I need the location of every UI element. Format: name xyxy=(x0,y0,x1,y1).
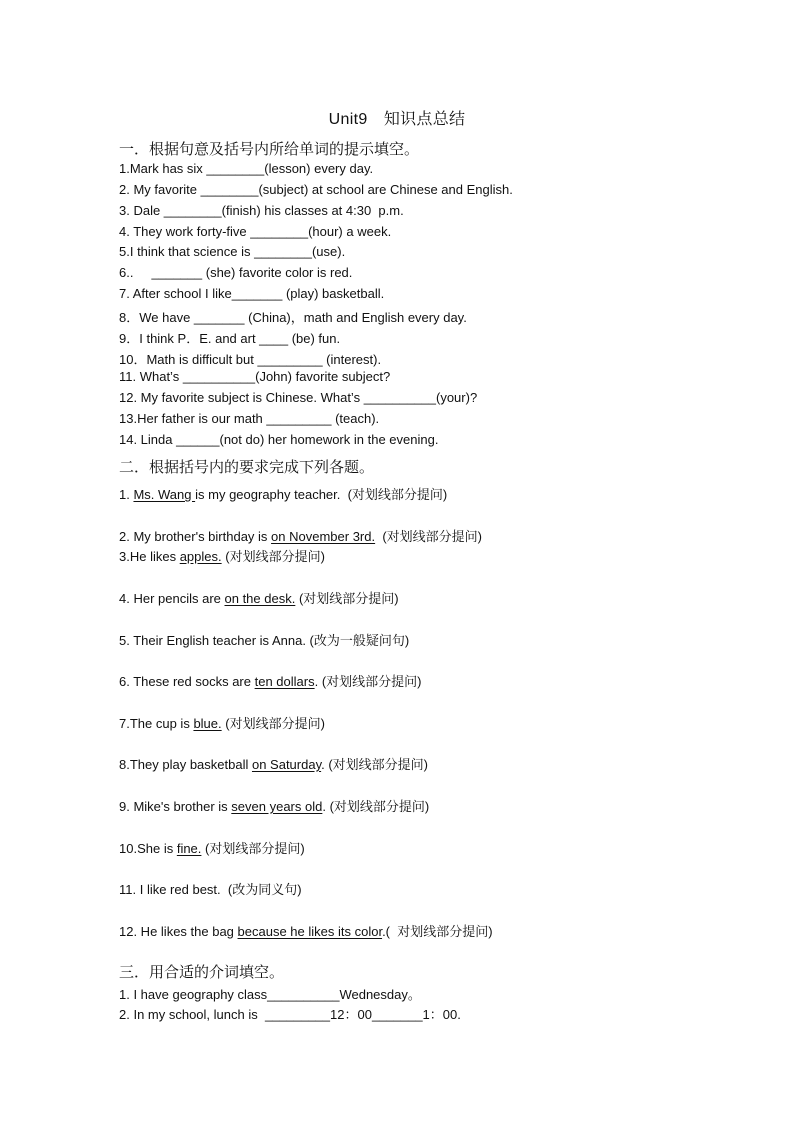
s2-item: 4. Her pencils are on the desk. (对划线部分提问) xyxy=(119,591,399,606)
s2-item: 5. Their English teacher is Anna. (改为一般疑问句) xyxy=(119,633,410,648)
s1-item: 2. My favorite ________(subject) at school are Chinese and English. xyxy=(119,182,513,197)
s1-item: 4. They work forty-five ________(hour) a week. xyxy=(119,224,392,239)
s1-item: 13.Her father is our math _________ (teach). xyxy=(119,411,380,426)
s2-item: 12. He likes the bag because he likes its color.( 对划线部分提问) xyxy=(119,924,493,939)
s2-item: 3.He likes apples. (对划线部分提问) xyxy=(119,549,325,564)
s1-item: 11. What’s __________(John) favorite subject? xyxy=(119,369,391,384)
s3-item: 2. In my school, lunch is _________12：00_______1：00. xyxy=(119,1007,461,1022)
s2-item: 11. I like red best. (改为同义句) xyxy=(119,882,302,897)
s2-item: 9. Mike's brother is seven years old. (对划线部分提问) xyxy=(119,799,430,814)
section-2-heading: 二．根据括号内的要求完成下列各题。 xyxy=(119,459,375,476)
s3-item: 1. I have geography class__________Wednesday。 xyxy=(119,987,421,1002)
s2-item: 7.The cup is blue. (对划线部分提问) xyxy=(119,716,325,731)
s1-item: 1.Mark has six ________(lesson) every day. xyxy=(119,161,374,176)
s2-item: 6. These red socks are ten dollars. (对划线部分提问) xyxy=(119,674,422,689)
s1-item: 9．I think P．E. and art ____ (be) fun. xyxy=(119,331,341,346)
section-1-heading: 一．根据句意及括号内所给单词的提示填空。 xyxy=(119,141,420,158)
s1-item: 6.. _______ (she) favorite color is red. xyxy=(119,265,353,280)
s2-item: 2. My brother's birthday is on November 3rd. (对划线部分提问) xyxy=(119,529,482,544)
s1-item: 3. Dale ________(finish) his classes at 4:30 p.m. xyxy=(119,203,404,218)
s1-item: 10．Math is difficult but _________ (interest). xyxy=(119,352,382,367)
s1-item: 14. Linda ______(not do) her homework in the evening. xyxy=(119,432,439,447)
s1-item: 7. After school I like_______ (play) basketball. xyxy=(119,286,385,301)
s1-item: 8．We have _______ (China)，math and English every day. xyxy=(119,310,467,325)
page-title: Unit9 知识点总结 xyxy=(328,111,466,128)
s2-item: 10.She is fine. (对划线部分提问) xyxy=(119,841,305,856)
s2-item: 1. Ms. Wang is my geography teacher. (对划线部分提问) xyxy=(119,487,448,502)
section-3-heading: 三．用合适的介词填空。 xyxy=(119,964,285,981)
s1-item: 5.I think that science is ________(use). xyxy=(119,244,346,259)
s1-item: 12. My favorite subject is Chinese. What’s __________(your)? xyxy=(119,390,478,405)
s2-item: 8.They play basketball on Saturday. (对划线部分提问) xyxy=(119,757,428,772)
